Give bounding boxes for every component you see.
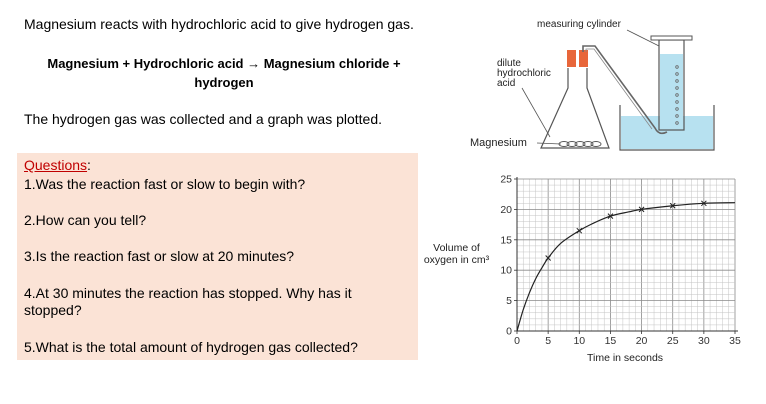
y-tick-label: 15 <box>500 234 512 247</box>
x-axis-label: Time in seconds <box>586 352 664 364</box>
acid-label: dilute hydrochloric acid <box>497 58 551 89</box>
question-1: 1.Was the reaction fast or slow to begin with? <box>24 176 306 192</box>
conical-flask <box>541 68 609 148</box>
y-tick-label: 10 <box>500 264 512 277</box>
question-5: 5.What is the total amount of hydrogen gas collected? <box>24 339 358 355</box>
y-tick-label: 0 <box>506 325 512 338</box>
stopper-right <box>579 50 588 67</box>
question-4: 4.At 30 minutes the reaction has stopped. Why has it stopped? <box>24 285 352 318</box>
y-axis-label: Volume of oxygen in cm³ <box>423 242 490 266</box>
collected-text: The hydrogen gas was collected and a graph was plotted. <box>24 111 383 127</box>
intro-text: Magnesium reacts with hydrochloric acid to give hydrogen gas. <box>24 16 414 32</box>
x-tick-label: 25 <box>666 335 679 347</box>
volume-time-chart <box>490 170 750 350</box>
x-tick-label: 20 <box>635 335 648 347</box>
magnesium-label: Magnesium <box>470 137 527 149</box>
y-tick-label: 20 <box>500 203 512 216</box>
question-2: 2.How can you tell? <box>24 212 147 228</box>
stopper-left <box>567 50 576 67</box>
x-tick-label: 30 <box>698 335 710 347</box>
x-tick-label: 15 <box>604 335 617 347</box>
measuring-cylinder-label: measuring cylinder <box>537 19 621 30</box>
cylinder-water <box>660 54 683 129</box>
questions-title: Questions: <box>24 157 91 173</box>
x-tick-label: 10 <box>573 335 586 347</box>
x-tick-label: 0 <box>514 335 520 347</box>
question-3: 3.Is the reaction fast or slow at 20 minutes? <box>24 248 295 264</box>
equation-line-2: hydrogen <box>194 75 254 90</box>
equation-line-1: Magnesium + Hydrochloric acid → Magnesium chloride + <box>47 56 401 71</box>
y-tick-label: 25 <box>500 173 512 186</box>
x-tick-label: 5 <box>545 335 552 347</box>
cylinder-rim <box>651 36 692 40</box>
x-tick-label: 35 <box>729 335 741 347</box>
y-tick-label: 5 <box>506 295 512 308</box>
acid-leader <box>522 88 550 137</box>
questions-box <box>17 153 418 360</box>
word-equation <box>24 54 424 92</box>
